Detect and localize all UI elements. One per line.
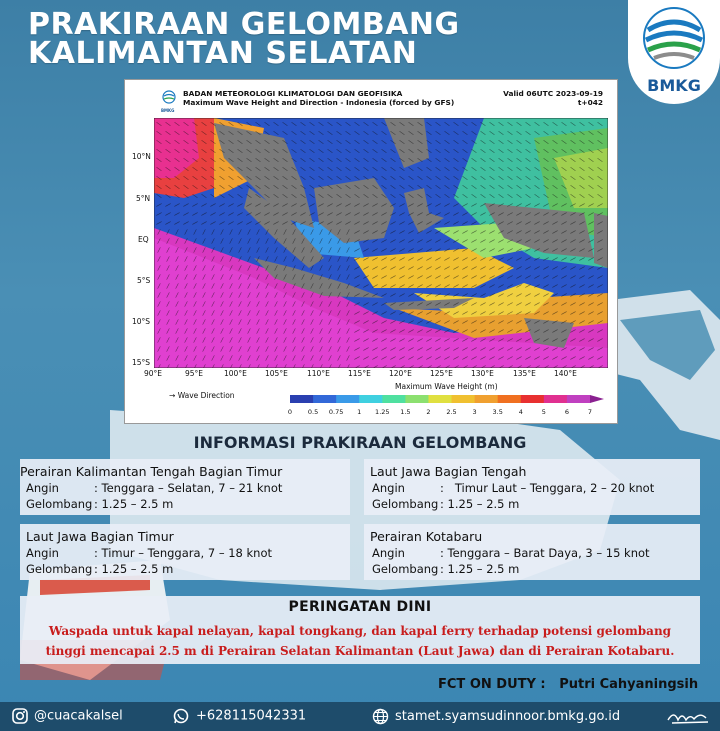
mini-bmkg-logo-icon [161, 89, 177, 113]
wave-value: 1.25 – 2.5 m [101, 497, 174, 511]
colorbar-label: 5 [541, 408, 546, 416]
wind-value: Timur Laut – Tenggara, 2 – 20 knot [454, 481, 655, 495]
x-tick-label: 115°E [348, 369, 371, 378]
instagram-icon [12, 708, 28, 724]
website-url: stamet.syamsudinnoor.bmkg.go.id [395, 709, 621, 724]
whatsapp-icon [172, 708, 190, 724]
x-tick-label: 95°E [185, 369, 204, 378]
x-tick-label: 140°E [554, 369, 577, 378]
wave-direction-label: Wave Direction [177, 391, 235, 400]
colorbar [290, 393, 610, 407]
colorbar-segment [498, 395, 522, 403]
colorbar-segment [452, 395, 476, 403]
sep: : [94, 481, 98, 495]
wind-value: Tenggara – Barat Daya, 3 – 15 knot [447, 546, 650, 560]
early-warning-box [20, 596, 700, 664]
sep: : [440, 497, 444, 511]
colorbar-segment [290, 395, 314, 403]
map-subtitle: Maximum Wave Height and Direction - Indonesia (forced by GFS) [183, 98, 455, 107]
logo-text: BMKG [647, 76, 701, 95]
arrow-legend-icon: → [169, 391, 176, 400]
footer-bar [0, 702, 720, 731]
colorbar-title: Maximum Wave Height (m) [395, 382, 498, 391]
colorbar-segment [521, 395, 545, 403]
phone-contact[interactable] [172, 708, 306, 724]
colorbar-label: 1 [357, 408, 362, 416]
duty-officer [438, 677, 698, 692]
x-tick-label: 130°E [471, 369, 494, 378]
valid-text: Valid 06UTC 2023-09-19 [503, 89, 603, 98]
y-tick-label: 10°S [132, 317, 151, 326]
y-tick-label: 5°S [137, 276, 151, 285]
sep: : [94, 562, 98, 576]
x-tick-label: 110°E [307, 369, 330, 378]
wave-label: Gelombang [26, 562, 93, 576]
bmkg-logo [628, 0, 720, 104]
wave-direction-legend [169, 391, 235, 400]
colorbar-label: 7 [587, 408, 593, 416]
website-link[interactable] [372, 708, 620, 725]
x-tick-label: 125°E [430, 369, 453, 378]
colorbar-label: 1.5 [400, 408, 411, 416]
colorbar-label: 3.5 [492, 408, 503, 416]
colorbar-extend-arrow [590, 395, 604, 403]
colorbar-label: 2.5 [446, 408, 457, 416]
area-box-kotabaru [364, 524, 700, 580]
area-name: Laut Jawa Bagian Tengah [370, 464, 527, 479]
colorbar-label: 0 [287, 408, 293, 416]
wind-value: Timur – Tenggara, 7 – 18 knot [101, 546, 273, 560]
area-name: Perairan Kalimantan Tengah Bagian Timur [20, 464, 283, 479]
title-line-1: PRAKIRAAN GELOMBANG [28, 7, 460, 42]
x-tick-label: 100°E [224, 369, 247, 378]
bmkg-emblem-icon [628, 0, 720, 80]
warning-body [20, 621, 700, 661]
x-tick-label: 135°E [513, 369, 536, 378]
warning-line-2: tinggi mencapai 2.5 m di Perairan Selatan Kalimantan (Laut Jawa) dan di Perairan Kotabaru. [45, 644, 675, 658]
warning-line-1: Waspada untuk kapal nelayan, kapal tongkang, dan kapal ferry terhadap potensi gelombang [48, 624, 672, 638]
y-tick-label: EQ [138, 235, 149, 244]
sep: : [94, 497, 98, 511]
warning-title: PERINGATAN DINI [288, 599, 432, 615]
sep: : [94, 546, 98, 560]
area-name: Laut Jawa Bagian Timur [26, 529, 174, 544]
colorbar-segment [405, 395, 429, 403]
info-heading: INFORMASI PRAKIRAAN GELOMBANG [193, 433, 527, 452]
sep: : [440, 562, 444, 576]
wave-label: Gelombang [26, 497, 93, 511]
area-box-jawa-timur [20, 524, 350, 580]
duty-name: Putri Cahyaningsih [559, 677, 699, 692]
map-header [183, 89, 454, 107]
sep: : [440, 481, 444, 495]
area-box-jawa-tengah [364, 459, 700, 515]
instagram-handle: @cuacakalsel [34, 708, 123, 724]
wave-value: 1.25 – 2.5 m [101, 562, 174, 576]
colorbar-segment [359, 395, 383, 403]
mini-logo-text: BMKG [161, 108, 175, 113]
map-agency: BADAN METEOROLOGI KLIMATOLOGI DAN GEOFISIKA [183, 89, 403, 98]
colorbar-segment [544, 395, 568, 403]
wind-label: Angin [26, 546, 59, 560]
wave-height-map [154, 118, 608, 368]
colorbar-label: 0.75 [328, 408, 344, 416]
forecast-step: t+042 [577, 98, 603, 107]
page-title [28, 7, 460, 71]
wave-label: Gelombang [372, 497, 439, 511]
colorbar-segment [428, 395, 452, 403]
wave-value: 1.25 – 2.5 m [447, 562, 520, 576]
x-tick-label: 90°E [144, 369, 163, 378]
wind-label: Angin [372, 481, 405, 495]
sep: : [440, 546, 444, 560]
colorbar-label: 4 [518, 408, 523, 416]
colorbar-label: 2 [426, 408, 431, 416]
colorbar-segment [313, 395, 337, 403]
map-valid-time [503, 89, 603, 107]
wave-value: 1.25 – 2.5 m [447, 497, 520, 511]
y-tick-label: 5°N [136, 194, 151, 203]
title-line-2: KALIMANTAN SELATAN [28, 36, 418, 71]
area-name: Perairan Kotabaru [370, 529, 483, 544]
wind-label: Angin [372, 546, 405, 560]
wind-value: Tenggara – Selatan, 7 – 21 knot [101, 481, 283, 495]
colorbar-segment [382, 395, 406, 403]
colorbar-segment [336, 395, 360, 403]
colorbar-segment [567, 395, 591, 403]
wave-map-card [124, 79, 618, 424]
x-tick-label: 120°E [389, 369, 412, 378]
instagram-contact[interactable] [12, 708, 123, 724]
y-tick-label: 15°S [132, 358, 151, 367]
colorbar-label: 1.25 [375, 408, 390, 416]
wave-label: Gelombang [372, 562, 439, 576]
wind-label: Angin [26, 481, 59, 495]
duty-label: FCT ON DUTY : [438, 677, 546, 692]
colorbar-label: 6 [564, 408, 569, 416]
globe-icon [372, 708, 389, 725]
colorbar-label: 3 [472, 408, 477, 416]
y-tick-label: 10°N [132, 152, 151, 161]
x-tick-label: 105°E [265, 369, 288, 378]
area-box-kalteng-timur [20, 459, 350, 515]
colorbar-label: 0.5 [307, 408, 319, 416]
colorbar-segment [475, 395, 499, 403]
phone-number: +628115042331 [196, 708, 307, 724]
signature-icon [666, 708, 712, 726]
